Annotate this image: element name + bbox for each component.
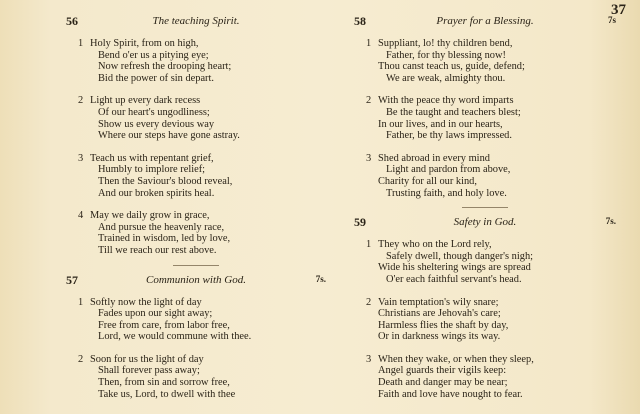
stanza: 2 Vain temptation's wily snare; Christians are Jehovah's care; Harmless flies the shaft by day, Or in darkness wings its way. (366, 296, 509, 343)
hymn-meter: 7s. (315, 273, 326, 284)
divider (173, 265, 219, 266)
hymn-header (354, 215, 616, 233)
stanza: 1 Suppliant, lo! thy children bend, Father, for thy blessing now! Thou canst teach us, guide, defend; We are weak, almighty thou. (366, 38, 525, 84)
divider (462, 207, 508, 208)
stanza: 1 Softly now the light of day Fades upon our sight away; Free from care, from labor free, Lord, we would commune with thee. (78, 296, 252, 343)
hymn-title: Communion with God. (146, 273, 246, 286)
hymn-number: 57 (66, 272, 78, 287)
stanza: 4 May we daily grow in grace, And pursue the heavenly race, Trained in wisdom, led by love, Till we reach our rest above. (78, 210, 231, 256)
stanza: 3 When they wake, or when they sleep, Angel guards their vigils keep: Death and danger may be near; Faith and love have nought to fear. (366, 353, 534, 400)
page-number: 37 (611, 2, 626, 18)
right-column (354, 14, 616, 400)
hymn-title: The teaching Spirit. (152, 15, 240, 27)
hymn-header (354, 14, 616, 32)
stanza: 2 Light up every dark recess Of our heart's ungodliness; Show us every devious way Where our steps have gone astray. (78, 95, 240, 142)
hymn-title: Safety in God. (453, 216, 517, 229)
hymn-number: 59 (354, 215, 366, 230)
hymn-number: 56 (66, 14, 78, 28)
stanza: 2 Soon for us the light of day Shall forever pass away; Then, from sin and sorrow free, Take us, Lord, to dwell with thee (78, 353, 236, 400)
hymn-title: Prayer for a Blessing. (436, 15, 534, 27)
hymn-meter: 7s. (605, 216, 616, 227)
hymn-header (66, 273, 326, 291)
stanza: 3 Shed abroad in every mind Light and pardon from above, Charity for all our kind, Trusting faith, and holy love. (366, 152, 511, 199)
stanza: 1 Holy Spirit, from on high, Bend o'er us a pitying eye; Now refresh the drooping heart; Bid the power of sin depart. (78, 38, 232, 84)
stanza: 3 Teach us with repentant grief, Humbly to implore relief; Then the Saviour's blood reveal, And our broken spirits heal. (78, 152, 233, 199)
stanza: 2 With the peace thy word imparts Be the taught and teachers blest; In our lives, and in our hearts, Father, be thy laws impressed. (366, 95, 521, 142)
hymn-meter: 7s (607, 15, 616, 25)
hymn-header (66, 14, 326, 32)
hymn-number: 58 (354, 14, 366, 28)
left-column (66, 14, 326, 400)
stanza: 1 They who on the Lord rely, Safely dwell, though danger's nigh; Wide his sheltering wings are spread O'er each faithful servant's head. (366, 239, 534, 285)
